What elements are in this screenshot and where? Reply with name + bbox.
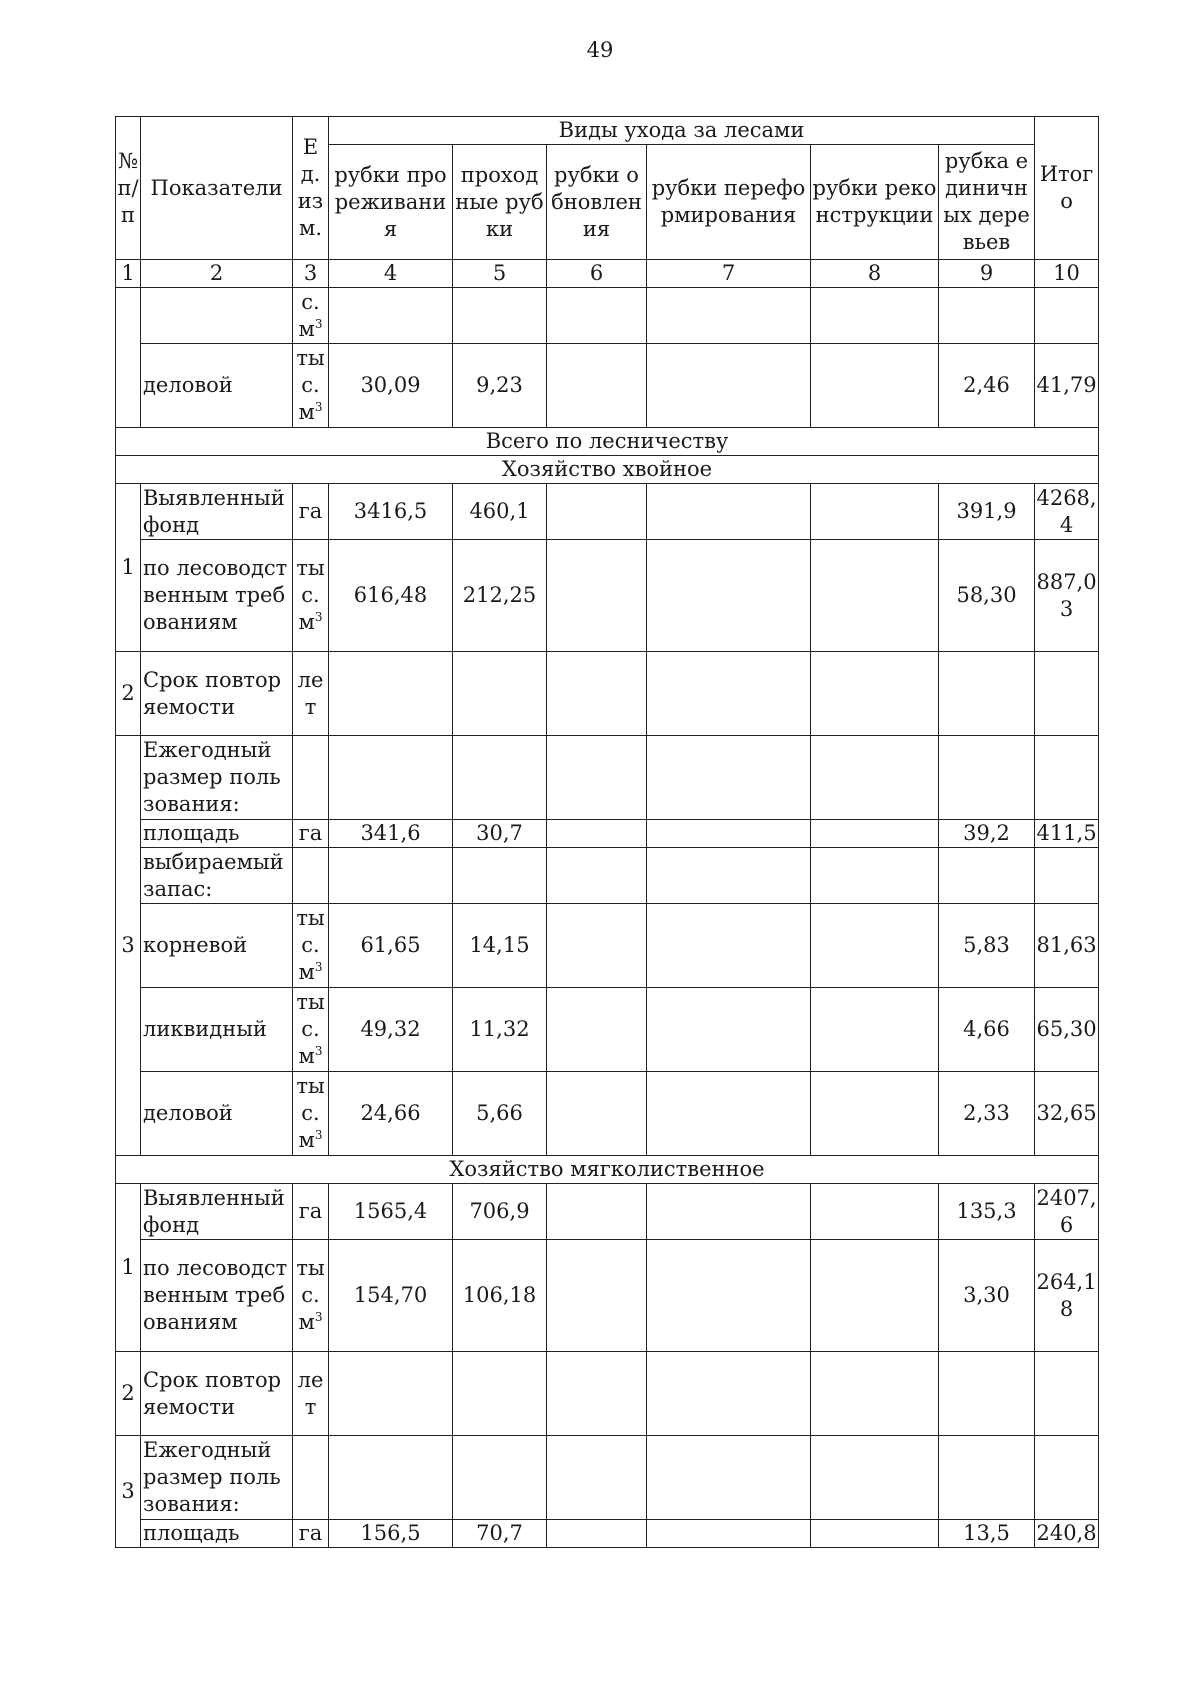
value-cell: 4268,4: [1035, 484, 1099, 540]
indicator-label: по лесоводственным требованиям: [141, 540, 293, 652]
section-row: [116, 1156, 1099, 1184]
table-body: [116, 117, 1099, 1548]
column-number: 6: [547, 260, 647, 288]
value-cell: 2,46: [939, 344, 1035, 428]
header-total: Итого: [1035, 117, 1099, 260]
column-number: 8: [811, 260, 939, 288]
unit-cell: $тыс.м^3$: [293, 904, 329, 988]
value-cell: 1565,4: [329, 1184, 453, 1240]
value-cell: 156,5: [329, 1520, 453, 1548]
row-number: 1: [116, 484, 141, 652]
table-row: [116, 540, 1099, 652]
indicator-label: Ежегодный размер пользования:: [141, 1436, 293, 1520]
value-cell: [547, 820, 647, 848]
column-number: 4: [329, 260, 453, 288]
value-cell: [547, 904, 647, 988]
value-cell: [547, 988, 647, 1072]
table-row: [116, 1240, 1099, 1352]
unit-cell: га: [293, 484, 329, 540]
table-row: [116, 848, 1099, 904]
value-cell: [647, 820, 811, 848]
header-indicators: Показатели: [141, 117, 293, 260]
table-row: [116, 288, 1099, 344]
unit-cell: $тыс.м^3$: [293, 540, 329, 652]
table-row: [116, 344, 1099, 428]
value-cell: 32,65: [1035, 1072, 1099, 1156]
header-group: Виды ухода за лесами: [329, 117, 1035, 145]
column-number: 7: [647, 260, 811, 288]
indicator-label: деловой: [141, 344, 293, 428]
header-type: рубки переформирования: [647, 145, 811, 260]
value-cell: 2407,6: [1035, 1184, 1099, 1240]
value-cell: [647, 1240, 811, 1352]
value-cell: 212,25: [453, 540, 547, 652]
section-row: [116, 428, 1099, 456]
indicator-label: Срок повторяемости: [141, 652, 293, 736]
value-cell: [811, 820, 939, 848]
header-unit: Ед. изм.: [293, 117, 329, 260]
value-cell: 11,32: [453, 988, 547, 1072]
value-cell: 30,09: [329, 344, 453, 428]
value-cell: 240,8: [1035, 1520, 1099, 1548]
table-row: [116, 820, 1099, 848]
table-row: [116, 1436, 1099, 1520]
value-cell: 61,65: [329, 904, 453, 988]
value-cell: 24,66: [329, 1072, 453, 1156]
indicator-label: Срок повторяемости: [141, 1352, 293, 1436]
header-type: проходные рубки: [453, 145, 547, 260]
header-num: № п/п: [116, 117, 141, 260]
table-row: [116, 484, 1099, 540]
table-row: [116, 652, 1099, 736]
indicator-label: площадь: [141, 820, 293, 848]
table-row: [116, 1352, 1099, 1436]
table-row: [116, 736, 1099, 820]
value-cell: [647, 540, 811, 652]
value-cell: [811, 988, 939, 1072]
value-cell: [647, 1072, 811, 1156]
indicator-label: Ежегодный размер пользования:: [141, 736, 293, 820]
value-cell: 58,30: [939, 540, 1035, 652]
table-row: [116, 1072, 1099, 1156]
value-cell: [547, 344, 647, 428]
value-cell: 616,48: [329, 540, 453, 652]
value-cell: [811, 1240, 939, 1352]
unit-cell: лет: [293, 652, 329, 736]
section-title: Хозяйство хвойное: [116, 456, 1099, 484]
value-cell: 154,70: [329, 1240, 453, 1352]
value-cell: 65,30: [1035, 988, 1099, 1072]
indicator-label: Выявленный фонд: [141, 484, 293, 540]
row-number: 2: [116, 1352, 141, 1436]
value-cell: 49,32: [329, 988, 453, 1072]
value-cell: 5,83: [939, 904, 1035, 988]
indicator-label: по лесоводственным требованиям: [141, 1240, 293, 1352]
value-cell: 5,66: [453, 1072, 547, 1156]
header-type: рубки обновления: [547, 145, 647, 260]
unit-cell: $тыс.м^3$: [293, 1072, 329, 1156]
unit-cell: га: [293, 1184, 329, 1240]
value-cell: [547, 1520, 647, 1548]
value-cell: [647, 1184, 811, 1240]
value-cell: [547, 540, 647, 652]
value-cell: [811, 1072, 939, 1156]
unit-cell: га: [293, 820, 329, 848]
unit-cell: $тыс.м^3$: [293, 344, 329, 428]
header-type: рубки реконструкции: [811, 145, 939, 260]
section-title: Всего по лесничеству: [116, 428, 1099, 456]
value-cell: 39,2: [939, 820, 1035, 848]
indicator-label: Выявленный фонд: [141, 1184, 293, 1240]
unit-cell: лет: [293, 1352, 329, 1436]
value-cell: 460,1: [453, 484, 547, 540]
column-number: 3: [293, 260, 329, 288]
indicator-label: выбираемый запас:: [141, 848, 293, 904]
row-number: 2: [116, 652, 141, 736]
header-row: [116, 117, 1099, 145]
value-cell: [811, 540, 939, 652]
value-cell: 106,18: [453, 1240, 547, 1352]
indicator-label: ликвидный: [141, 988, 293, 1072]
value-cell: [811, 1520, 939, 1548]
value-cell: [647, 344, 811, 428]
unit-cell: $с.м^3$: [293, 288, 329, 344]
unit-cell: га: [293, 1520, 329, 1548]
value-cell: [547, 1184, 647, 1240]
indicator-label: деловой: [141, 1072, 293, 1156]
unit-cell: $тыс.м^3$: [293, 1240, 329, 1352]
section-row: [116, 456, 1099, 484]
value-cell: 135,3: [939, 1184, 1035, 1240]
value-cell: 4,66: [939, 988, 1035, 1072]
value-cell: 41,79: [1035, 344, 1099, 428]
value-cell: 70,7: [453, 1520, 547, 1548]
header-type: рубки прореживания: [329, 145, 453, 260]
value-cell: 81,63: [1035, 904, 1099, 988]
row-number: 1: [116, 1184, 141, 1352]
column-number: 9: [939, 260, 1035, 288]
value-cell: [811, 904, 939, 988]
indicator-label: корневой: [141, 904, 293, 988]
value-cell: 391,9: [939, 484, 1035, 540]
column-number: 5: [453, 260, 547, 288]
page-number: 49: [586, 38, 614, 62]
value-cell: [547, 1240, 647, 1352]
value-cell: [647, 1520, 811, 1548]
value-cell: 9,23: [453, 344, 547, 428]
column-numbers-row: [116, 260, 1099, 288]
column-number: 1: [116, 260, 141, 288]
value-cell: [647, 484, 811, 540]
value-cell: 3416,5: [329, 484, 453, 540]
row-number: 3: [116, 736, 141, 1156]
value-cell: [647, 988, 811, 1072]
value-cell: 30,7: [453, 820, 547, 848]
value-cell: 341,6: [329, 820, 453, 848]
table-row: [116, 904, 1099, 988]
value-cell: [547, 1072, 647, 1156]
table-row: [116, 1184, 1099, 1240]
header-type: рубка единичных деревьев: [939, 145, 1035, 260]
value-cell: [811, 1184, 939, 1240]
column-number: 2: [141, 260, 293, 288]
value-cell: [811, 484, 939, 540]
forest-care-table: [115, 116, 1099, 1548]
table-row: [116, 1520, 1099, 1548]
value-cell: 706,9: [453, 1184, 547, 1240]
value-cell: [647, 904, 811, 988]
row-number: 3: [116, 1436, 141, 1548]
table-row: [116, 988, 1099, 1072]
unit-cell: $тыс.м^3$: [293, 988, 329, 1072]
value-cell: [811, 344, 939, 428]
column-number: 10: [1035, 260, 1099, 288]
value-cell: [547, 484, 647, 540]
value-cell: 14,15: [453, 904, 547, 988]
value-cell: 13,5: [939, 1520, 1035, 1548]
indicator-label: площадь: [141, 1520, 293, 1548]
value-cell: 3,30: [939, 1240, 1035, 1352]
value-cell: 264,18: [1035, 1240, 1099, 1352]
value-cell: 411,5: [1035, 820, 1099, 848]
section-title: Хозяйство мягколиственное: [116, 1156, 1099, 1184]
value-cell: 2,33: [939, 1072, 1035, 1156]
value-cell: 887,03: [1035, 540, 1099, 652]
